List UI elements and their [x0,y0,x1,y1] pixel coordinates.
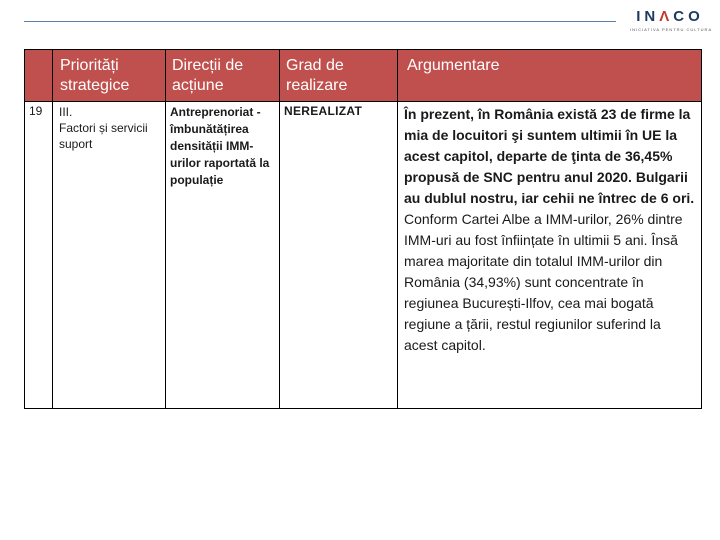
header-directions: Direcții de acțiune [166,50,280,102]
strategy-table [24,49,702,409]
row-priority-cell [53,102,166,409]
row-grade-cell [280,102,398,409]
grade-status: NEREALIZAT [284,104,363,118]
table-row [25,102,702,409]
row-number-cell [25,102,53,409]
priority-text: Factori și servicii suport [59,121,148,151]
header-grade: Grad de realizare [280,50,398,102]
argument-regular: Conform Cartei Albe a IMM-urilor, 26% dintre IMM-uri au fost înființate în ultimii 5 ani. Însă marea majoritate din totalul IMM-urilor din România (34,93%) sunt concentrate în regiunea București-Ilfov, cea mai bogată regiune a țării, restul regiunilor suferind la acest capitol. [404,211,683,353]
header-divider [24,21,616,22]
header-argument: Argumentare [398,50,702,102]
inaco-logo [630,8,713,36]
row-argument-cell [398,102,702,409]
row-direction-cell [166,102,280,409]
header-number [25,50,53,102]
argument-bold: În prezent, în România există 23 de firme la mia de locuitori şi suntem ultimii în UE la acest capitol, departe de ţinta de 36,45% propusă de SNC pentru anul 2020. Bulgarii au dublul nostru, iar cehii ne întrec de 6 ori. [404,106,695,206]
row-number: 19 [29,104,43,118]
logo-wordmark: INΛCO [636,8,704,25]
header-priorities: Priorități strategice [53,50,166,102]
direction-text: Antreprenoriat - îmbunătățirea densității IMM-urilor raportată la populație [170,105,270,187]
logo-tagline: INICIATIVA PENTRU CULTURA [630,27,713,32]
table-header-row [25,50,702,102]
priority-roman: III. [59,105,73,119]
argument-text [398,102,701,356]
